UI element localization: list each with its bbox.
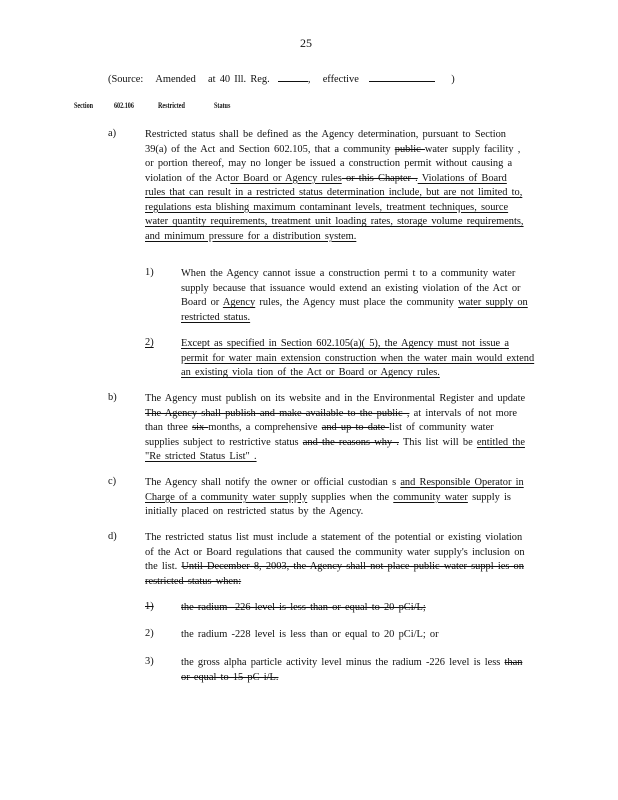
subsection-c-text [145,476,525,520]
b-strike-3: and up to date [321,422,390,433]
d1-label-text: 1) [145,601,154,612]
source-line [108,71,455,88]
a-strike-1: public [394,143,425,155]
subsection-d-label: d) [108,531,117,542]
section-title-restricted: Restricted [158,100,185,110]
a-text-1: Restricted status shall be defined as the Agency determination, pursuant to Section 39(a) of the Act and Section 602.105, that a community [145,129,506,155]
a1-insert-2: water supply on restricted status. [181,297,528,323]
item-a1-text [181,267,529,325]
c-text-3: supply is initially placed on restricted status by the Agency. [145,491,511,517]
d3-strike-1: than or equal to 15 pC i/L. [181,657,523,683]
source-amended: Amended [155,74,196,85]
section-label: Section [74,100,94,110]
d-strike-1: Until December 8, 2003, the Agency shall not place public water suppl ies on restricted status when: [145,561,524,587]
section-title-status: Status [214,100,231,110]
item-a1-label: 1) [145,267,154,278]
item-d2-text [181,628,529,643]
subsection-d-text [145,531,535,589]
item-a2-label [145,337,154,348]
c-insert-1: and Responsible Operator in Charge of a community water supply [145,477,524,503]
section-number: 602.106 [114,100,134,110]
subsection-b-text [145,392,531,465]
d2-text-1: the radium -228 level is less than or equal to 20 pCi/L; or [181,629,439,640]
subsection-a-label: a) [108,128,117,139]
b-text-3: months, a comprehensive [208,422,322,433]
source-prefix: (Source: [108,74,144,85]
b-strike-4: and the reasons why . [302,436,399,448]
d-text-1: The restricted status list must include a statement of the potential or existing violation of the Act or Board regulations that caused the community water supply's inclusion on the list. [145,532,525,572]
item-d1-label [145,601,154,612]
b-text-5: This list will be [398,436,477,448]
effective-blank [369,71,435,82]
subsection-b-label: b) [108,392,117,403]
item-a2-text [181,337,537,381]
c-insert-2: community water [393,491,468,503]
a1-text-2: rules, the Agency must place the community [255,297,459,308]
source-comma: , [307,74,311,85]
source-close: ) [451,74,455,85]
c-text-1: The Agency shall notify the owner or official custodian s [145,477,401,488]
item-d3-text [181,656,533,685]
b-text-2: at intervals of not more than three [145,407,518,433]
source-reg: at 40 Ill. Reg. [208,74,270,85]
a1-text-1: When the Agency cannot issue a construction permi t to a community water supply because that issuance would extend an existing violation of the Act or Board or [181,268,521,308]
subsection-c-label: c) [108,476,117,487]
page-number: 25 [300,36,312,50]
a-text-2: water supply facility , or portion thereof, may no longer be issued a construction permit without causing a violation of the Act [145,143,521,184]
source-effective: effective [322,74,359,85]
a-strike-2: or this Chapter . [341,172,418,184]
item-d1-text [181,601,529,616]
c-text-2: supplies when the [307,491,394,503]
item-d3-label: 3) [145,656,154,667]
d1-strike-1: the radium -226 level is less than or equal to 20 pCi/L; [181,602,426,613]
item-d2-label: 2) [145,628,154,639]
b-strike-1: The Agency shall publish and make available to the public , [145,407,410,419]
a2-label-text: 2) [145,337,154,348]
d3-text-1: the gross alpha particle activity level minus the radium -226 level is less [181,657,505,668]
reg-blank [278,71,308,82]
a2-insert-1: Except as specified in Section 602.105(a)( 5), the Agency must not issue a permit for water main extension construction when the water main would extend an existing viola tion of the Act or Board or Agency rules. [181,338,535,378]
a1-insert-1: Agency [222,297,256,308]
b-strike-2: six [192,422,209,433]
b-insert-1: entitled the "Re stricted Status List" . [145,436,525,462]
subsection-a-text [145,128,530,244]
a-insert-2: Violations of Board rules that can result in a restricted status determination include, but are not limited to, regulations esta blishing maximum contaminant levels, treatment techniques, source water quantity requirements, treatment unit loading rates, storage volume requirements, and minimum pressure for a distribution system. [145,172,524,242]
section-heading [74,100,494,114]
b-text-4: list of community water supplies subject to restrictive status [145,422,494,448]
a-insert-1: or Board or Agency rules [230,172,342,184]
b-text-1: The Agency must publish on its website and in the Environmental Register and update [145,393,526,404]
